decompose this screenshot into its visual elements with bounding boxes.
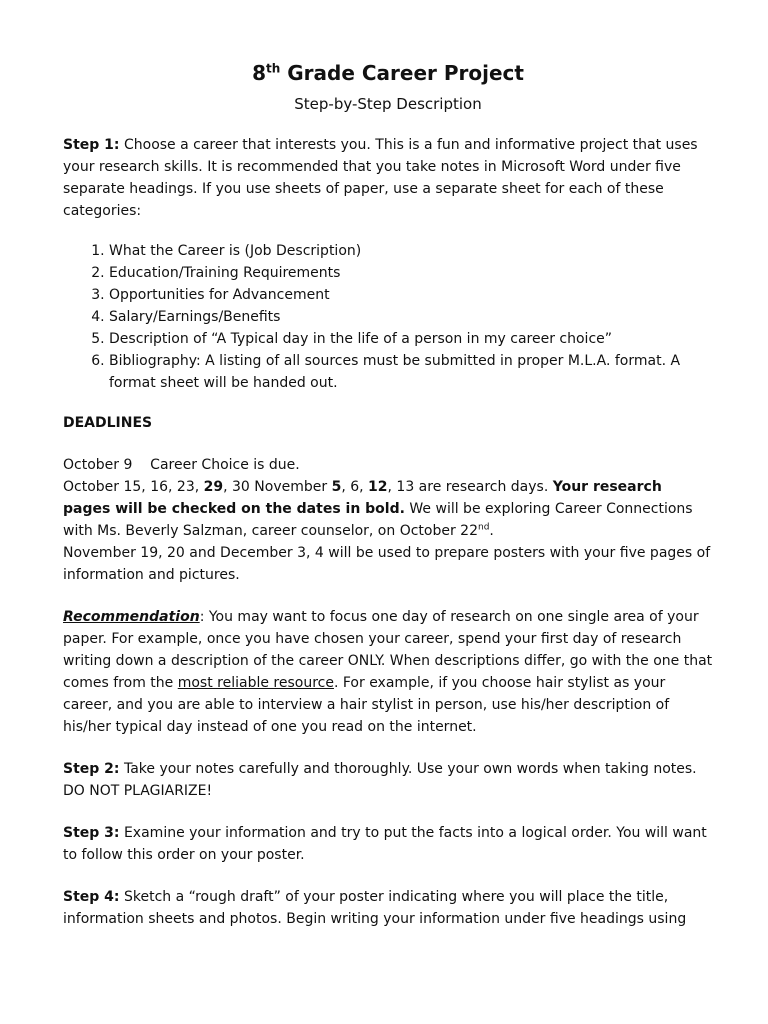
deadline-text: October 15, 16, 23, (63, 479, 204, 495)
recommendation-underlined: most reliable resource (177, 675, 334, 691)
recommendation-text: . For example, if you choose hair stylist as your career, and you are able to interview a hair stylist in person, use his/her description of his/her typical day instead of one you read on the internet. (63, 675, 670, 735)
step-4-paragraph (63, 886, 713, 930)
category-item (109, 262, 713, 284)
deadline-text: . (489, 523, 494, 539)
page-title (63, 58, 713, 88)
deadlines-heading: DEADLINES (63, 415, 153, 431)
step-1-paragraph (63, 134, 713, 222)
deadline-career-choice: October 9 Career Choice is due. (63, 457, 300, 473)
step-3-text: Examine your information and try to put the facts into a logical order. You will want to follow this order on your poster. (63, 825, 707, 863)
document-body (63, 58, 713, 930)
deadline-bold-date: 29 (203, 479, 224, 495)
recommendation-label: Recommendation (63, 609, 200, 625)
step-1-colon: : (113, 137, 120, 153)
deadline-text: , 30 November (223, 479, 332, 495)
deadline-text: , 13 are research days. (387, 479, 553, 495)
deadline-posters: November 19, 20 and December 3, 4 will be used to prepare posters with your five pages of information and pictures. (63, 545, 711, 583)
category-text: Salary/Earnings/Benefits (109, 309, 281, 325)
category-text: Education/Training Requirements (109, 265, 341, 281)
deadline-text: We will be exploring Career Connections with Ms. Beverly Salzman, career counselor, on October 22 (63, 501, 693, 539)
category-item (109, 328, 713, 350)
step-1-label: Step 1 (63, 137, 114, 153)
category-item (109, 350, 713, 394)
deadline-research-days (63, 476, 713, 542)
recommendation-paragraph (63, 606, 713, 738)
title-superscript: th (265, 61, 281, 76)
step-2-paragraph (63, 758, 713, 802)
category-item (109, 284, 713, 306)
step-4-label: Step 4: (63, 889, 120, 905)
title-text: Grade Career Project (280, 61, 524, 85)
category-lead: Bibliography (109, 353, 196, 369)
category-text: : A listing of all sources must be submitted in proper M.L.A. format. A format sheet will be handed out. (109, 353, 681, 391)
recommendation-text: : You may want to focus one day of research on one single area of your paper. For example, once you have chosen your career, spend your first day of research writing down a description of the career ONLY. When descriptions differ, go with the one that comes from the (63, 609, 713, 691)
category-text: Opportunities for Advancement (109, 287, 330, 303)
category-text: Description of “A Typical day in the life of a person in my career choice” (109, 331, 613, 347)
page-subtitle: Step-by-Step Description (294, 95, 482, 113)
categories-list (63, 240, 713, 394)
step-4-text: Sketch a “rough draft” of your poster indicating where you will place the title, information sheets and photos. Begin writing your information under five headings using (63, 889, 687, 927)
deadline-bold-date: 12 (368, 479, 388, 495)
step-1-text: Choose a career that interests you. This is a fun and informative project that uses your research skills. It is recommended that you take notes in Microsoft Word under five separate headings. If you use sheets of paper, use a separate sheet for each of these categories: (63, 137, 698, 219)
deadline-superscript: nd (477, 522, 490, 533)
step-3-paragraph (63, 822, 713, 866)
category-item (109, 306, 713, 328)
step-2-label: Step 2: (63, 761, 120, 777)
category-item (109, 240, 713, 262)
step-2-text: Take your notes carefully and thoroughly. Use your own words when taking notes. DO NOT PLAGIARIZE! (63, 761, 697, 799)
deadline-text: , 6, (341, 479, 369, 495)
deadline-bold-date: 5 (331, 479, 342, 495)
title-number: 8 (252, 61, 266, 85)
category-text: What the Career is (Job Description) (109, 243, 362, 259)
step-3-label: Step 3: (63, 825, 120, 841)
deadline-bold-note: Your research pages will be checked on the dates in bold. (63, 479, 662, 517)
